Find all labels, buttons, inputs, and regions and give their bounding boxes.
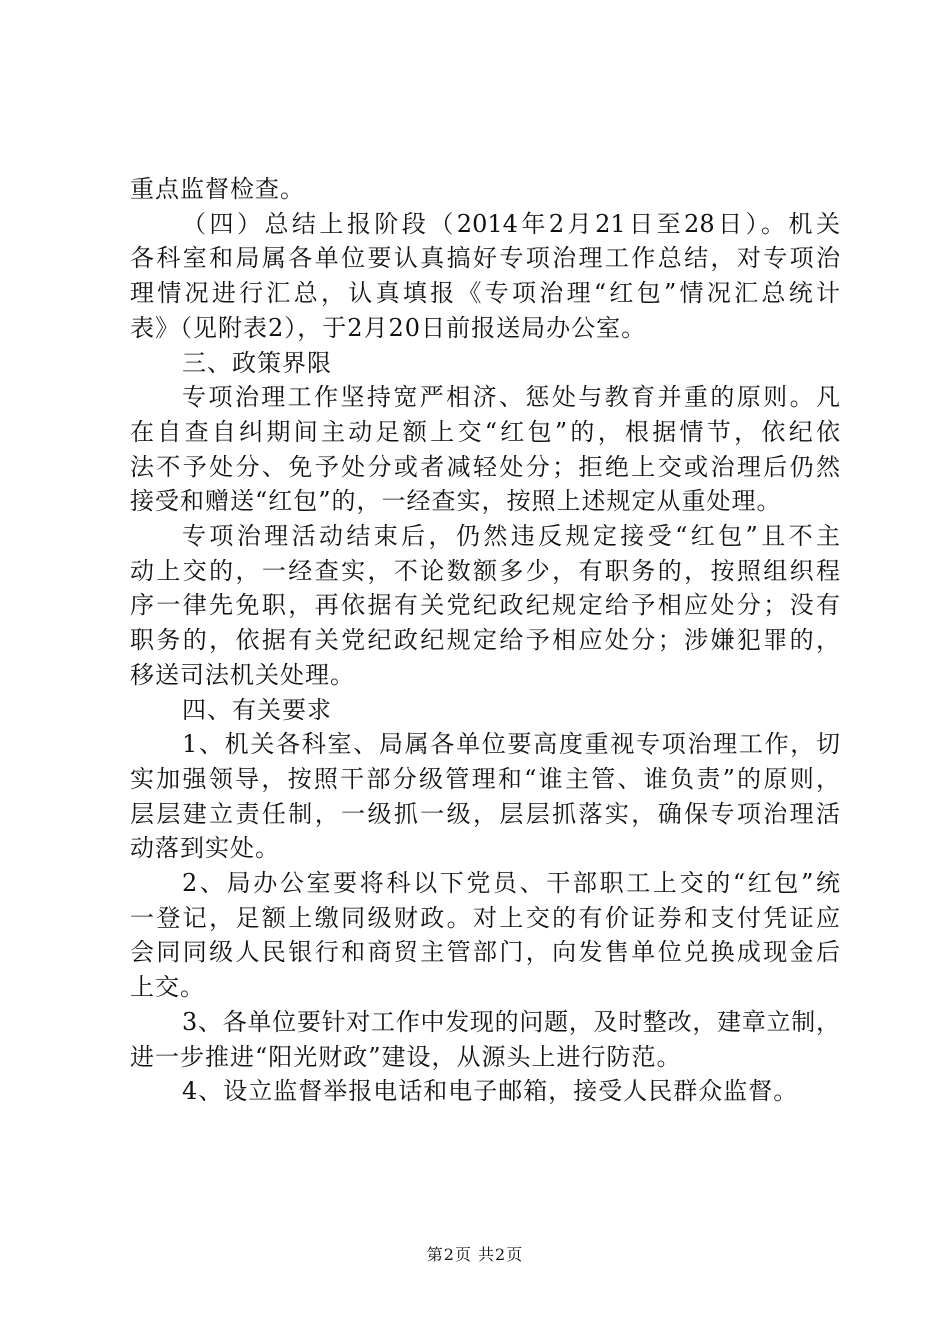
text-line: 三、政策界限 — [182, 348, 332, 377]
text-line: 法不予处分、免予处分或者减轻处分；拒绝上交或治理后仍然 — [130, 452, 840, 481]
paragraph — [130, 207, 840, 346]
paragraph — [130, 1005, 840, 1074]
text-line: 移送司法机关处理。 — [130, 660, 355, 689]
text-line: 表》（见附表2），于2月20日前报送局办公室。 — [130, 313, 647, 342]
paragraph — [130, 693, 840, 728]
paragraph — [130, 172, 840, 207]
document-body — [130, 172, 840, 1109]
text-line: 四、有关要求 — [182, 695, 332, 724]
text-line: 各科室和局属各单位要认真搞好专项治理工作总结，对专项治 — [130, 244, 840, 273]
text-line: 会同同级人民银行和商贸主管部门，向发售单位兑换成现金后 — [130, 938, 840, 967]
text-line: （四）总结上报阶段（2014年2月21日至28日）。机关 — [182, 209, 840, 238]
text-line: 层层建立责任制，一级抓一级，层层抓落实，确保专项治理活 — [130, 799, 840, 828]
text-line: 上交。 — [130, 973, 205, 1002]
paragraph — [130, 866, 840, 1005]
text-line: 实加强领导，按照干部分级管理和“谁主管、谁负责”的原则， — [130, 764, 840, 793]
paragraph — [130, 519, 840, 693]
text-line: 职务的，依据有关党纪政纪规定给予相应处分；涉嫌犯罪的， — [130, 626, 840, 655]
paragraph — [130, 727, 840, 866]
paragraph — [130, 346, 840, 381]
text-line: 在自查自纠期间主动足额上交“红包”的，根据情节，依纪依 — [130, 417, 840, 446]
text-line: 一登记，足额上缴同级财政。对上交的有价证券和支付凭证应 — [130, 903, 840, 932]
text-line: 动落到实处。 — [130, 834, 280, 863]
text-line: 重点监督检查。 — [130, 175, 305, 203]
text-line: 理情况进行汇总，认真填报《专项治理“红包”情况汇总统计 — [130, 279, 840, 308]
text-line: 2、局办公室要将科以下党员、干部职工上交的“红包”统 — [182, 869, 840, 898]
text-line: 进一步推进“阳光财政”建设，从源头上进行防范。 — [130, 1042, 682, 1071]
text-line: 4、设立监督举报电话和电子邮箱，接受人民群众监督。 — [182, 1077, 799, 1106]
page-footer: 第2页 共2页 — [426, 1245, 524, 1264]
paragraph — [130, 1074, 840, 1109]
text-line: 3、各单位要针对工作中发现的问题，及时整改，建章立制， — [182, 1007, 840, 1036]
text-line: 接受和赠送“红包”的，一经查实，按照上述规定从重处理。 — [130, 487, 782, 516]
text-line: 专项治理活动结束后，仍然违反规定接受“红包”且不主 — [182, 522, 840, 551]
text-line: 1、机关各科室、局属各单位要高度重视专项治理工作，切 — [182, 730, 840, 759]
paragraph — [130, 380, 840, 519]
text-line: 动上交的，一经查实，不论数额多少，有职务的，按照组织程 — [130, 556, 840, 585]
text-line: 序一律先免职，再依据有关党纪政纪规定给予相应处分；没有 — [130, 591, 840, 620]
text-line: 专项治理工作坚持宽严相济、惩处与教育并重的原则。凡 — [182, 383, 840, 412]
